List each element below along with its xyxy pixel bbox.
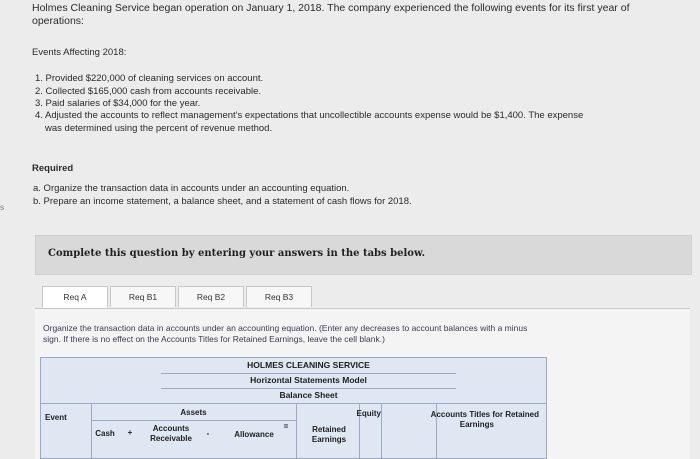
instructions-line-1: Organize the transaction data in accounts under an accounting equation. (Enter any decreases to account balances with a minus [43,323,528,333]
events-heading: Events Affecting 2018: [32,47,127,58]
event-item-4-continued: was determined using the percent of revenue method. [45,123,273,134]
titles-line-2: Earnings [459,420,494,429]
ar-line-1: Accounts [152,424,190,433]
col-allowance: Allowance [234,430,274,439]
re-line-2: Earnings [311,435,347,444]
tab-req-b3[interactable]: Req B3 [246,286,312,307]
equals-sign: = [283,422,289,431]
col-assets: Assets [180,408,207,417]
minus-sign: - [206,429,210,438]
event-item-2: 2. Collected $165,000 cash from accounts receivable. [35,86,262,97]
col-cash: Cash [95,429,115,438]
instruction-banner [35,235,692,275]
table-title: HOLMES CLEANING SERVICE [161,360,456,370]
titles-line-1: Accounts Titles for Retained [430,410,539,419]
margin-mark: s [0,203,4,212]
table-subtitle: Horizontal Statements Model [161,375,456,385]
tab-req-b1[interactable]: Req B1 [110,286,176,307]
horizontal-model-table [40,357,547,459]
col-event: Event [45,413,67,422]
event-item-1: 1. Provided $220,000 of cleaning services on account. [35,73,264,84]
required-item-b: b. Prepare an income statement, a balance sheet, and a statement of cash flows for 2018. [33,196,412,207]
ar-line-2: Receivable [150,434,192,443]
plus-sign: + [127,428,133,437]
col-equity: Equity [356,409,381,418]
event-item-4: 4. Adjusted the accounts to reflect management's expectations that uncollectible accounts expense would be $1,400. The expense [35,110,584,121]
event-item-3: 3. Paid salaries of $34,000 for the year. [35,98,201,109]
panel-instructions [43,323,683,345]
col-account-titles [359,410,539,430]
required-heading: Required [32,163,74,174]
required-item-a: a. Organize the transaction data in accounts under an accounting equation. [33,183,350,194]
intro-line-2: operations: [32,15,84,27]
tab-req-b2[interactable]: Req B2 [178,286,244,307]
tab-req-a[interactable]: Req A [42,286,108,308]
intro-line-1: Holmes Cleaning Service began operation on January 1, 2018. The company experienced the following events for its first year of [32,2,630,14]
re-line-1: Retained [312,425,346,434]
table-section: Balance Sheet [161,390,456,400]
col-accounts-receivable [141,424,201,444]
col-retained-earnings [299,425,359,445]
banner-text: Complete this question by entering your answers in the tabs below. [48,248,426,259]
instructions-line-2: sign. If there is no effect on the Accounts Titles for Retained Earnings, leave the cell blank.) [43,334,385,344]
